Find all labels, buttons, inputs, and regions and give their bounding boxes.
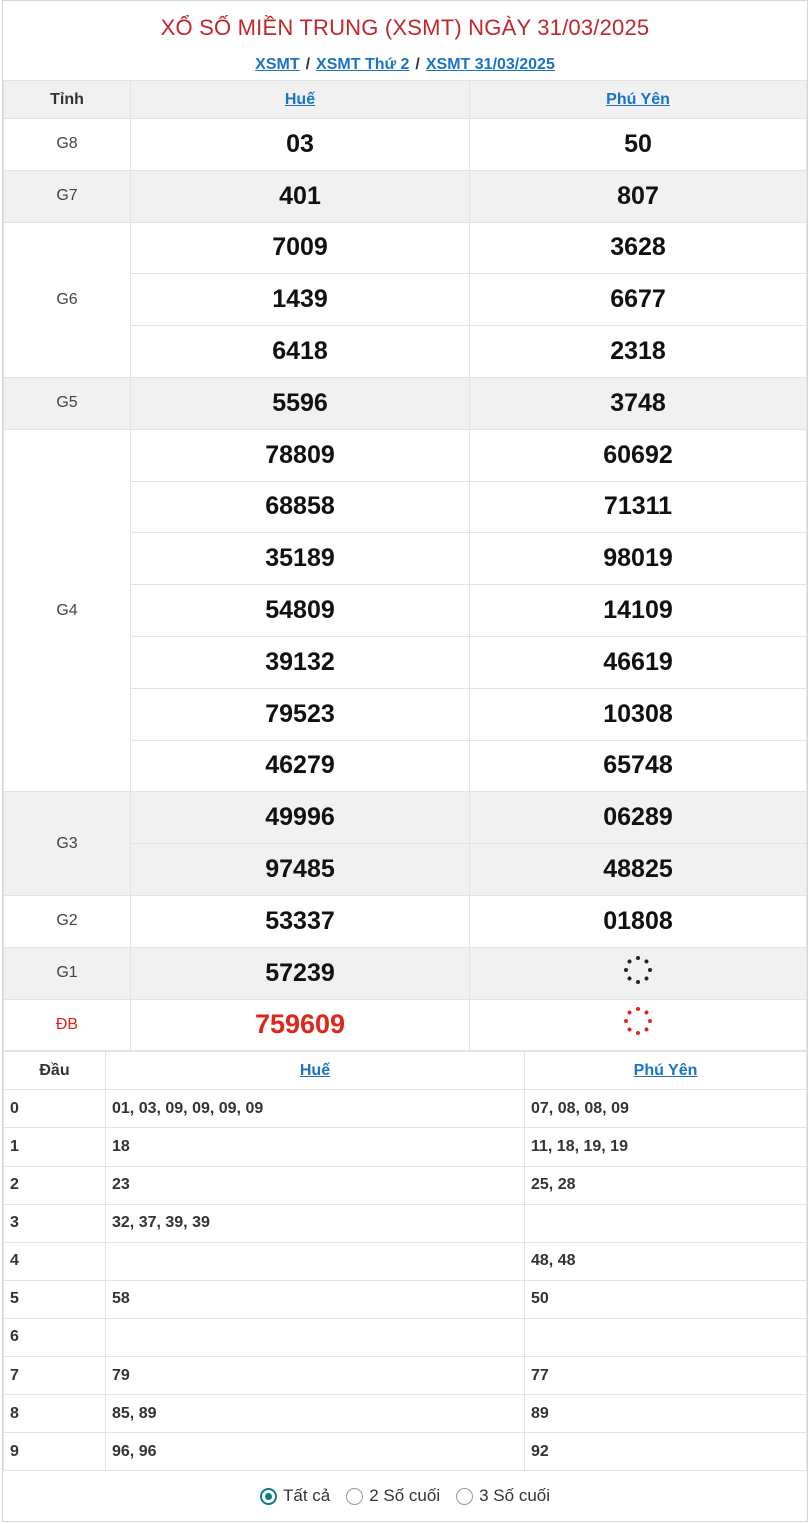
head-row bbox=[4, 1280, 807, 1318]
prize-number: 39132 bbox=[131, 636, 470, 688]
prize-number: 68858 bbox=[131, 481, 470, 533]
head-digit: 9 bbox=[4, 1433, 106, 1471]
head-values-phu-yen: 07, 08, 08, 09 bbox=[525, 1090, 807, 1128]
result-row bbox=[4, 792, 807, 844]
prize-number: 6418 bbox=[131, 326, 470, 378]
result-row bbox=[4, 170, 807, 222]
head-values-hue bbox=[106, 1242, 525, 1280]
head-values-phu-yen: 25, 28 bbox=[525, 1166, 807, 1204]
head-digit: 8 bbox=[4, 1395, 106, 1433]
breadcrumb-xsmt[interactable]: XSMT bbox=[255, 56, 300, 73]
filter-option-label: Tất cả bbox=[282, 1486, 331, 1506]
head-digit: 0 bbox=[4, 1090, 106, 1128]
prize-number: 03 bbox=[131, 119, 470, 171]
prize-number: 1439 bbox=[131, 274, 470, 326]
column-header-province: Tỉnh bbox=[4, 81, 131, 119]
head-row bbox=[4, 1242, 807, 1280]
head-digit: 2 bbox=[4, 1166, 106, 1204]
column-header-head: Đầu bbox=[4, 1052, 106, 1090]
prize-number: 71311 bbox=[470, 481, 807, 533]
loading-spinner-icon bbox=[470, 947, 807, 999]
prize-number: 14109 bbox=[470, 585, 807, 637]
prize-number: 48825 bbox=[470, 844, 807, 896]
head-values-phu-yen bbox=[525, 1318, 807, 1356]
prize-number: 3748 bbox=[470, 377, 807, 429]
head-digit: 3 bbox=[4, 1204, 106, 1242]
prize-number: 6677 bbox=[470, 274, 807, 326]
filter-option[interactable] bbox=[260, 1486, 330, 1506]
filter-option-label: 3 Số cuối bbox=[479, 1486, 551, 1506]
heads-table bbox=[3, 1051, 807, 1471]
prize-label: G6 bbox=[4, 222, 131, 377]
head-values-phu-yen: 11, 18, 19, 19 bbox=[525, 1128, 807, 1166]
prize-number: 98019 bbox=[470, 533, 807, 585]
prize-number: 54809 bbox=[131, 585, 470, 637]
head-row bbox=[4, 1395, 807, 1433]
head-values-hue: 79 bbox=[106, 1357, 525, 1395]
prize-label: G4 bbox=[4, 429, 131, 792]
breadcrumb-xsmt-thu-2[interactable]: XSMT Thứ 2 bbox=[316, 56, 410, 73]
filter-option-label: 2 Số cuối bbox=[369, 1486, 441, 1506]
prize-number: 06289 bbox=[470, 792, 807, 844]
prize-number: 35189 bbox=[131, 533, 470, 585]
radio-icon[interactable] bbox=[260, 1488, 277, 1505]
head-row bbox=[4, 1128, 807, 1166]
breadcrumb bbox=[3, 51, 807, 79]
prize-number: 78809 bbox=[131, 429, 470, 481]
column-header-hue bbox=[106, 1052, 525, 1090]
number-filter bbox=[3, 1471, 807, 1521]
filter-option[interactable] bbox=[346, 1486, 440, 1506]
result-row bbox=[4, 947, 807, 999]
head-digit: 1 bbox=[4, 1128, 106, 1166]
breadcrumb-xsmt-date[interactable]: XSMT 31/03/2025 bbox=[425, 56, 555, 73]
prize-number: 57239 bbox=[131, 947, 470, 999]
prize-number: 65748 bbox=[470, 740, 807, 792]
result-row bbox=[4, 377, 807, 429]
loading-spinner-icon bbox=[470, 999, 807, 1051]
results-table bbox=[3, 80, 807, 1051]
prize-label: G7 bbox=[4, 170, 131, 222]
head-digit: 5 bbox=[4, 1280, 106, 1318]
head-values-phu-yen: 89 bbox=[525, 1395, 807, 1433]
prize-number: 60692 bbox=[470, 429, 807, 481]
results-header-row bbox=[4, 81, 807, 119]
head-row bbox=[4, 1090, 807, 1128]
column-header-phu-yen bbox=[525, 1052, 807, 1090]
prize-number: 46619 bbox=[470, 636, 807, 688]
head-values-hue: 58 bbox=[106, 1280, 525, 1318]
radio-icon[interactable] bbox=[456, 1488, 473, 1505]
column-header-phu-yen bbox=[470, 81, 807, 119]
prize-label: G3 bbox=[4, 792, 131, 896]
spinner-icon bbox=[624, 956, 652, 984]
head-row bbox=[4, 1357, 807, 1395]
prize-label: G8 bbox=[4, 119, 131, 171]
head-row bbox=[4, 1433, 807, 1471]
head-values-hue: 96, 96 bbox=[106, 1433, 525, 1471]
page-title: XỔ SỐ MIỀN TRUNG (XSMT) NGÀY 31/03/2025 bbox=[160, 15, 650, 40]
head-values-hue bbox=[106, 1318, 525, 1356]
prize-number: 46279 bbox=[131, 740, 470, 792]
filter-option[interactable] bbox=[456, 1486, 550, 1506]
result-row bbox=[4, 119, 807, 171]
head-digit: 7 bbox=[4, 1357, 106, 1395]
prize-number: 7009 bbox=[131, 222, 470, 274]
heads-header-row bbox=[4, 1052, 807, 1090]
head-digit: 6 bbox=[4, 1318, 106, 1356]
head-values-phu-yen bbox=[525, 1204, 807, 1242]
result-row bbox=[4, 222, 807, 274]
province-link-phu-yen[interactable]: Phú Yên bbox=[606, 90, 670, 108]
heads-body bbox=[4, 1090, 807, 1471]
head-values-phu-yen: 48, 48 bbox=[525, 1242, 807, 1280]
prize-number: 759609 bbox=[131, 999, 470, 1051]
heads-link-phu-yen[interactable]: Phú Yên bbox=[633, 1061, 698, 1079]
prize-label: ĐB bbox=[4, 999, 131, 1051]
head-values-hue: 85, 89 bbox=[106, 1395, 525, 1433]
breadcrumb-separator: / bbox=[305, 56, 311, 73]
page-frame bbox=[2, 0, 808, 1522]
head-values-hue: 23 bbox=[106, 1166, 525, 1204]
prize-label: G5 bbox=[4, 377, 131, 429]
head-digit: 4 bbox=[4, 1242, 106, 1280]
result-row bbox=[4, 429, 807, 481]
prize-number: 50 bbox=[470, 119, 807, 171]
prize-number: 53337 bbox=[131, 895, 470, 947]
province-link-hue[interactable]: Huế bbox=[284, 90, 316, 108]
head-values-hue: 32, 37, 39, 39 bbox=[106, 1204, 525, 1242]
prize-label: G2 bbox=[4, 895, 131, 947]
column-header-hue bbox=[131, 81, 470, 119]
prize-number: 3628 bbox=[470, 222, 807, 274]
results-body bbox=[4, 119, 807, 1051]
head-values-phu-yen: 50 bbox=[525, 1280, 807, 1318]
prize-label: G1 bbox=[4, 947, 131, 999]
prize-number: 807 bbox=[470, 170, 807, 222]
head-values-hue: 01, 03, 09, 09, 09, 09 bbox=[106, 1090, 525, 1128]
head-values-hue: 18 bbox=[106, 1128, 525, 1166]
result-row bbox=[4, 895, 807, 947]
prize-number: 401 bbox=[131, 170, 470, 222]
head-row bbox=[4, 1166, 807, 1204]
prize-number: 49996 bbox=[131, 792, 470, 844]
result-row bbox=[4, 999, 807, 1051]
prize-number: 97485 bbox=[131, 844, 470, 896]
prize-number: 5596 bbox=[131, 377, 470, 429]
radio-icon[interactable] bbox=[346, 1488, 363, 1505]
prize-number: 01808 bbox=[470, 895, 807, 947]
head-row bbox=[4, 1318, 807, 1356]
breadcrumb-separator: / bbox=[415, 56, 420, 73]
prize-number: 2318 bbox=[470, 326, 807, 378]
head-values-phu-yen: 92 bbox=[525, 1433, 807, 1471]
prize-number: 79523 bbox=[131, 688, 470, 740]
head-row bbox=[4, 1204, 807, 1242]
spinner-icon bbox=[624, 1007, 652, 1035]
prize-number: 10308 bbox=[470, 688, 807, 740]
heads-link-hue[interactable]: Huế bbox=[299, 1061, 331, 1079]
head-values-phu-yen: 77 bbox=[525, 1357, 807, 1395]
